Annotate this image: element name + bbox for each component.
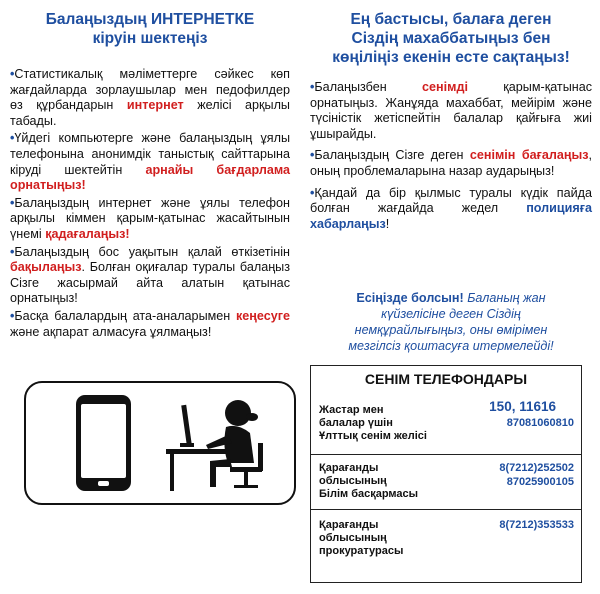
- trust-phone-number[interactable]: 8(7212)252502: [499, 462, 574, 474]
- left-paragraph-3: •Балаңыздың интернет және ұялы телефон арқылы кіммен қарым-қатынас жасайтынын үнемі қадағалаңыз!: [10, 195, 290, 241]
- right-heading: [310, 10, 592, 67]
- left-paragraph-2: •Үйдегі компьютерге және балаңыздың ұялы телефонына анонимдік таныстық сайттарына кіруді шектейтін арнайы бағдарлама орнатыңыз!: [10, 131, 290, 193]
- bullet-icon: •: [10, 244, 15, 259]
- right-paragraph-2: •Балаңыздың Сізге деген сенімін бағалаңыз, оның проблемаларына назар аударыңыз!: [310, 148, 592, 178]
- right-heading-line2: Сіздің махаббатыңыз бен: [351, 30, 551, 47]
- left-paragraphs: [10, 67, 290, 342]
- bullet-icon: •: [10, 131, 15, 146]
- trust-phones-box: [310, 365, 582, 583]
- left-heading-line2: кіруін шектеңіз: [92, 30, 208, 47]
- left-column: [10, 0, 290, 339]
- left-heading: [10, 10, 290, 48]
- right-paragraphs: [310, 80, 592, 238]
- right-paragraph-1: •Балаңызбен сенімді қарым-қатынас орнатыңыз. Жанұяда махаббат, мейірім және түсіністік жетіспейтін балалар қайғыға жиі ұшырайды.: [310, 80, 593, 141]
- trust-phone-number[interactable]: 8(7212)353533: [499, 519, 574, 531]
- divider: [311, 509, 581, 510]
- child-at-computer-icon: [166, 395, 281, 491]
- bullet-icon: •: [310, 185, 315, 200]
- illustration-frame: [24, 381, 296, 505]
- left-heading-line1: Балаңыздың ИНТЕРНЕТКЕ: [45, 11, 255, 28]
- trust-row-prosecutor: Қарағанды облысының прокуратурасы 8(7212)353533: [319, 519, 574, 557]
- trust-row-education: Қарағанды облысының Білім басқармасы 8(7212)252502 87025900105: [319, 462, 574, 500]
- left-paragraph-1: •Статистикалық мәліметтерге сәйкес көп жағдайларда зорлаушылар мен педофилдер өз құрбандарын интернет желісі арқылы табады.: [10, 67, 290, 128]
- trust-phone-number[interactable]: 87025900105: [506, 476, 574, 488]
- bullet-icon: •: [310, 80, 315, 94]
- trust-row-youth: Жастар мен балалар үшін Ұлттық сенім желісі 150, 11616 87081060810: [319, 399, 574, 442]
- bullet-icon: •: [10, 195, 15, 210]
- bullet-icon: •: [10, 308, 15, 323]
- smartphone-icon: [76, 395, 131, 491]
- trust-phone-number[interactable]: 87081060810: [506, 417, 574, 429]
- left-paragraph-5: •Басқа балалардың ата-аналарымен кеңесуге және ақпарат алмасуға ұялмаңыз!: [10, 308, 290, 339]
- left-paragraph-4: •Балаңыздың бос уақытын қалай өткізетінін бақылаңыз. Болған оқиғалар туралы балаңыз Сізге жасырмай айта алатын қатынас орнатыңыз!: [10, 244, 290, 306]
- bullet-icon: •: [10, 67, 15, 81]
- right-heading-line3: көңіліңіз екенін есте сақтаңыз!: [332, 49, 570, 66]
- bullet-icon: •: [310, 148, 315, 163]
- trust-phones-title: СЕНІМ ТЕЛЕФОНДАРЫ: [364, 371, 528, 387]
- divider: [311, 454, 581, 455]
- right-column: [310, 0, 593, 353]
- right-paragraph-3: •Қандай да бір қылмыс туралы күдік пайда болған жағдайда жедел полицияға хабарлаңыз!: [310, 185, 592, 231]
- trust-phone-number[interactable]: 150, 11616: [489, 399, 556, 414]
- right-heading-line1: Ең бастысы, балаға деген: [350, 11, 552, 28]
- remember-note: Есіңізде болсын! Баланың жан күйзелісіне деген Сіздің немқұрайлығыңыз, оны өмірімен мезгілсіз қоштасуға итермелейді!: [348, 291, 554, 353]
- remember-bold: Есіңізде болсын!: [356, 291, 464, 305]
